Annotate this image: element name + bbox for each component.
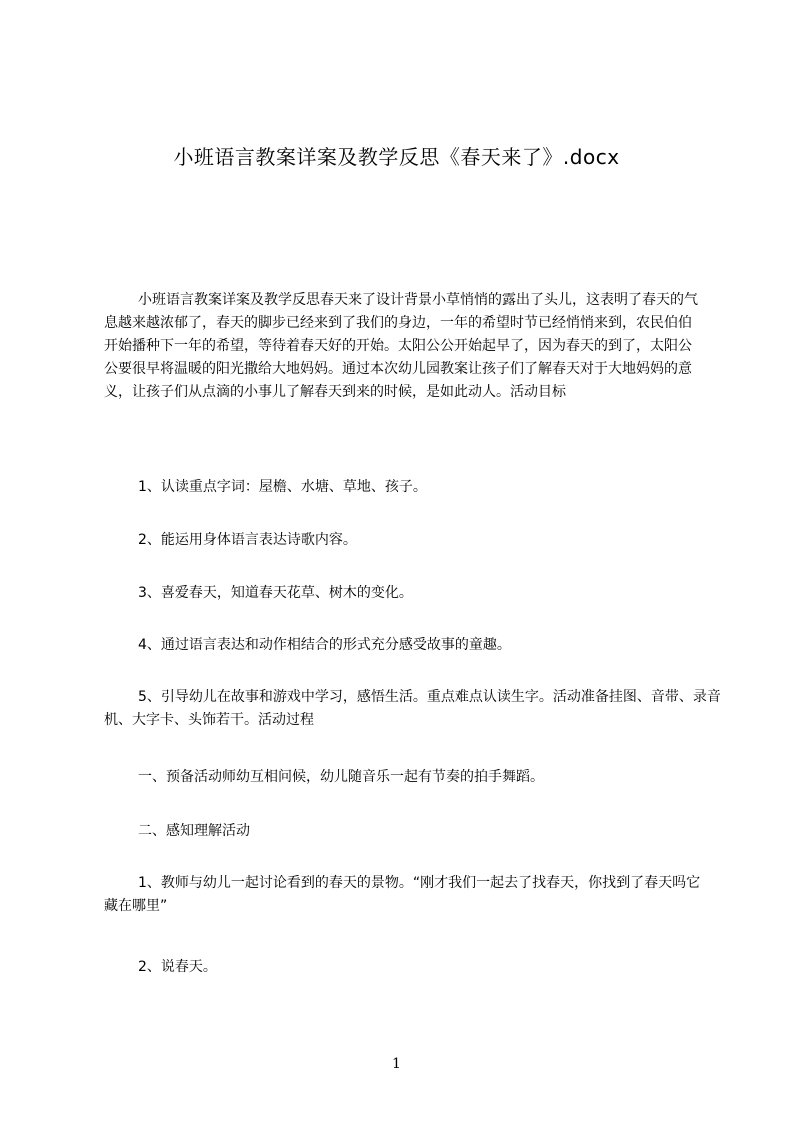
paragraph-intro: 小班语言教案详案及教学反思春天来了设计背景小草悄悄的露出了头儿，这表明了春天的气息越来越浓郁了，春天的脚步已经来到了我们的身边，一年的希望时节已经悄悄来到，农民伯伯开始播种下一年的希望，等待着春天好的开始。太阳公公开始起早了，因为春天的到了，太阳公公要很早将温暖的阳光撒给大地妈妈。通过本次幼儿园教案让孩子们了解春天对于大地妈妈的意义，让孩子们从点滴的小事儿了解春天到来的时候，是如此动人。活动目标 [104,292,698,400]
paragraph-step-2-1: 1、教师与幼儿一起讨论看到的春天的景物。“刚才我们一起去了找春天，你找到了春天吗它藏在哪里” [104,875,701,914]
paragraph-step-1: 一、预备活动师幼互相问候，幼儿随音乐一起有节奏的拍手舞蹈。 [138,769,544,785]
paragraph-step-2-2: 2、说春天。 [138,959,217,975]
paragraph-goal-2: 2、能运用身体语言表达诗歌内容。 [138,532,357,548]
document-title: 小班语言教案详案及教学反思《春天来了》.docx [173,145,620,169]
paragraph-goal-4: 4、通过语言表达和动作相结合的形式充分感受故事的童趣。 [138,637,511,653]
paragraph-goal-5: 5、引导幼儿在故事和游戏中学习，感悟生活。重点难点认读生字。活动准备挂图、音带、录音机、大字卡、头饰若干。活动过程 [104,689,721,728]
paragraph-goal-1: 1、认读重点字词：屋檐、水塘、草地、孩子。 [138,479,427,495]
paragraph-goal-3: 3、喜爱春天，知道春天花草、树木的变化。 [138,585,413,601]
page-number: 1 [392,1056,401,1072]
paragraph-step-2-heading: 二、感知理解活动 [138,823,250,839]
